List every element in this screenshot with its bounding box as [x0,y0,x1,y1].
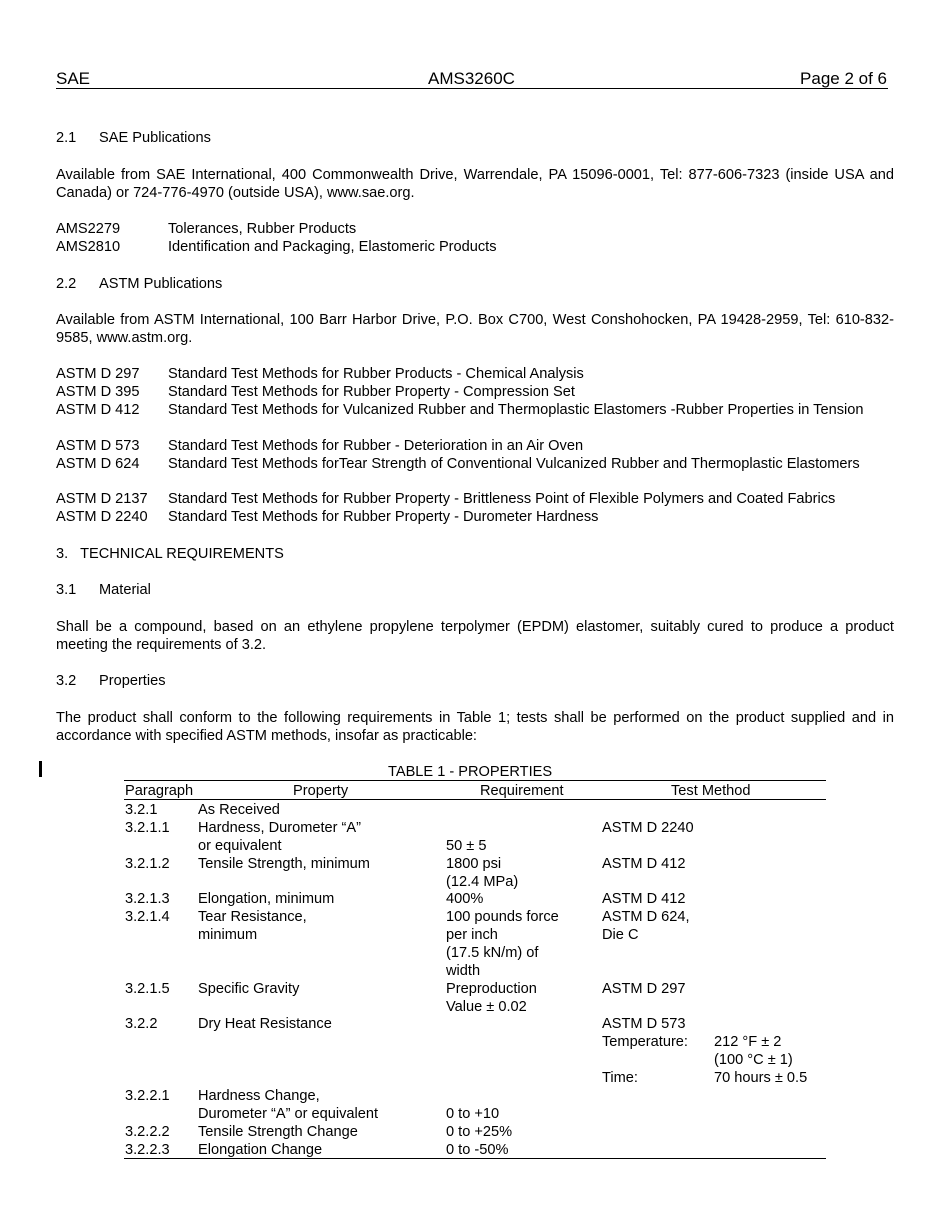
table-cell: (100 °C ± 1) [714,1052,793,1068]
table-header-paragraph: Paragraph [125,783,194,799]
table-cell: Tear Resistance, [198,909,307,925]
header-page-number: Page 2 of 6 [800,69,887,88]
ref-code: ASTM D 395 [56,384,140,400]
table-cell: 1800 psi [446,856,502,872]
table-cell: (12.4 MPa) [446,874,519,890]
ref-description: Standard Test Methods for Rubber Property - Compression Set [168,384,575,400]
ref-code: AMS2810 [56,239,121,255]
table-cell: ASTM D 2240 [602,820,694,836]
table-cell: ASTM D 297 [602,981,686,997]
table-cell: Durometer “A” or equivalent [198,1106,379,1122]
section-3-2-paragraph: The product shall conform to the following requirements in Table 1; tests shall be performed on the product supplied and in accordance with specified ASTM methods, insofar as practicable: [56,710,894,744]
table-header-rule [124,799,826,800]
table-cell: Tensile Strength, minimum [198,856,370,872]
table-cell: 50 ± 5 [446,838,487,854]
table-cell: Hardness, Durometer “A” [198,820,362,836]
table-cell: 3.2.1.5 [125,981,170,997]
table-cell: Temperature: [602,1034,688,1050]
table-cell: 3.2.1.4 [125,909,170,925]
table-cell: 3.2.2.3 [125,1142,170,1158]
header-center: AMS3260C [428,69,515,88]
ref-code: ASTM D 412 [56,402,140,418]
table-cell: Elongation Change [198,1142,323,1158]
table-cell: ASTM D 412 [602,856,686,872]
table-cell: 0 to -50% [446,1142,509,1158]
table-cell: 70 hours ± 0.5 [714,1070,808,1086]
table-top-rule [124,780,826,781]
ref-description: Identification and Packaging, Elastomeric Products [168,239,497,255]
header-rule [56,88,888,89]
table-header-property: Property [293,783,349,799]
ref-description: Standard Test Methods for Rubber Products - Chemical Analysis [168,366,584,382]
section-3-title: 3. TECHNICAL REQUIREMENTS [56,546,284,562]
table-cell: Preproduction [446,981,537,997]
ref-code: ASTM D 2240 [56,509,148,525]
table-cell: 3.2.2 [125,1016,158,1032]
ref-description: Standard Test Methods for Vulcanized Rubber and Thermoplastic Elastomers -Rubber Properties in Tension [168,402,864,418]
table-title: TABLE 1 - PROPERTIES [388,764,553,780]
table-cell: or equivalent [198,838,282,854]
table-cell: 3.2.1.3 [125,891,170,907]
section-2-2-title: ASTM Publications [99,276,223,292]
table-cell: Tensile Strength Change [198,1124,358,1140]
section-3-2-title: Properties [99,673,166,689]
ref-code: ASTM D 573 [56,438,140,454]
table-cell: ASTM D 624, [602,909,690,925]
table-cell: Value ± 0.02 [446,999,527,1015]
section-3-1-title: Material [99,582,151,598]
section-3-1-number: 3.1 [56,582,77,598]
section-2-1-title: SAE Publications [99,130,211,146]
table-cell: 3.2.1 [125,802,158,818]
table-cell: Time: [602,1070,638,1086]
table-cell: ASTM D 573 [602,1016,686,1032]
ref-description: Standard Test Methods for Rubber - Deterioration in an Air Oven [168,438,584,454]
section-2-1-paragraph: Available from SAE International, 400 Commonwealth Drive, Warrendale, PA 15096-0001, Tel: 877-606-7323 (inside USA and Canada) or 724-776-4970 (outside USA), www.sae.org. [56,167,894,201]
ref-description: Tolerances, Rubber Products [168,221,357,237]
table-cell: 400% [446,891,484,907]
table-bottom-rule [124,1158,826,1159]
table-cell: width [446,963,481,979]
table-cell: ASTM D 412 [602,891,686,907]
table-cell: Dry Heat Resistance [198,1016,332,1032]
ref-code: ASTM D 2137 [56,491,148,507]
table-cell: Elongation, minimum [198,891,335,907]
ref-description: Standard Test Methods for Rubber Property - Durometer Hardness [168,509,599,525]
table-cell: Die C [602,927,639,943]
table-cell: 0 to +25% [446,1124,513,1140]
table-cell: 3.2.1.1 [125,820,170,836]
table-cell: 0 to +10 [446,1106,500,1122]
ref-description: Standard Test Methods for Rubber Property - Brittleness Point of Flexible Polymers and Coated Fabrics [168,491,836,507]
section-2-1-number: 2.1 [56,130,77,146]
table-cell: 100 pounds force [446,909,559,925]
table-cell: 212 °F ± 2 [714,1034,782,1050]
section-2-2-number: 2.2 [56,276,77,292]
section-3-2-number: 3.2 [56,673,77,689]
table-cell: (17.5 kN/m) of [446,945,539,961]
revision-change-bar [39,761,42,777]
ref-description: Standard Test Methods forTear Strength of Conventional Vulcanized Rubber and Thermoplastic Elastomers [168,456,860,472]
table-cell: 3.2.2.2 [125,1124,170,1140]
table-cell: minimum [198,927,258,943]
ref-code: ASTM D 297 [56,366,140,382]
table-cell: 3.2.2.1 [125,1088,170,1104]
ref-code: AMS2279 [56,221,121,237]
table-cell: 3.2.1.2 [125,856,170,872]
table-cell: Specific Gravity [198,981,300,997]
table-header-test-method: Test Method [671,783,751,799]
table-cell: As Received [198,802,280,818]
ref-code: ASTM D 624 [56,456,140,472]
table-header-requirement: Requirement [480,783,564,799]
section-3-1-paragraph: Shall be a compound, based on an ethylene propylene terpolymer (EPDM) elastomer, suitably cured to produce a product meeting the requirements of 3.2. [56,619,894,653]
header-left: SAE [56,69,91,88]
section-2-2-paragraph: Available from ASTM International, 100 Barr Harbor Drive, P.O. Box C700, West Conshohocken, PA 19428-2959, Tel: 610-832-9585, www.astm.org. [56,312,894,346]
table-cell: Hardness Change, [198,1088,320,1104]
table-cell: per inch [446,927,498,943]
